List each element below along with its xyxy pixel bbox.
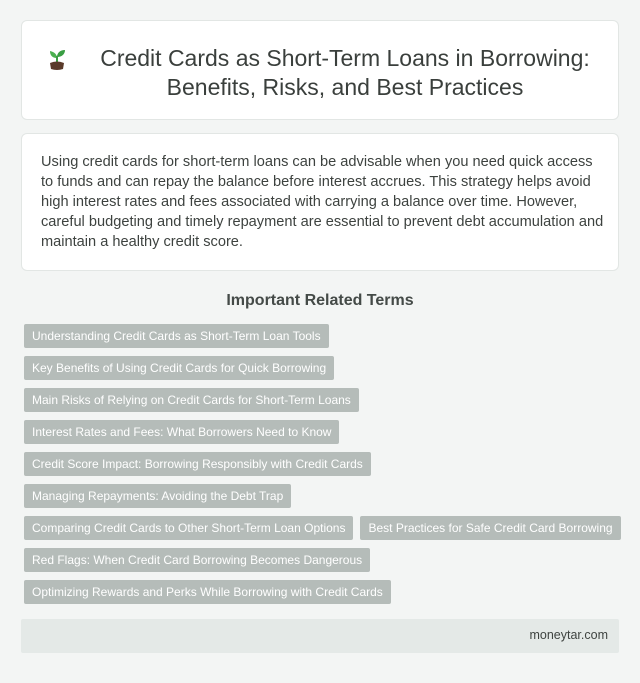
related-term-tag[interactable]: Main Risks of Relying on Credit Cards for Short-Term Loans — [24, 388, 359, 412]
sprout-icon — [44, 46, 70, 72]
related-term-tag[interactable]: Understanding Credit Cards as Short-Term Loan Tools — [24, 324, 329, 348]
related-term-tag[interactable]: Interest Rates and Fees: What Borrowers Need to Know — [24, 420, 339, 444]
related-term-tag[interactable]: Optimizing Rewards and Perks While Borrowing with Credit Cards — [24, 580, 391, 604]
related-terms-heading: Important Related Terms — [226, 292, 414, 309]
related-term-tag[interactable]: Red Flags: When Credit Card Borrowing Becomes Dangerous — [24, 548, 370, 572]
footer-site-link[interactable]: moneytar.com — [529, 628, 608, 642]
related-term-tag[interactable]: Managing Repayments: Avoiding the Debt Trap — [24, 484, 291, 508]
related-term-tag[interactable]: Comparing Credit Cards to Other Short-Term Loan Options — [24, 516, 353, 540]
related-term-tag[interactable]: Credit Score Impact: Borrowing Responsibly with Credit Cards — [24, 452, 371, 476]
footer — [21, 619, 619, 653]
page-title: Credit Cards as Short-Term Loans in Borrowing: Benefits, Risks, and Best Practices — [100, 45, 590, 100]
related-term-tag[interactable]: Key Benefits of Using Credit Cards for Quick Borrowing — [24, 356, 334, 380]
related-terms-list — [24, 324, 624, 612]
related-term-tag[interactable]: Best Practices for Safe Credit Card Borrowing — [360, 516, 620, 540]
intro-text: Using credit cards for short-term loans can be advisable when you need quick access to funds and can repay the balance before interest accrues. This strategy helps avoid high interest rates and fees associated with carrying a balance over time. However, careful budgeting and timely repayment are essential to prevent debt accumulation and maintain a healthy credit score. — [41, 154, 604, 250]
